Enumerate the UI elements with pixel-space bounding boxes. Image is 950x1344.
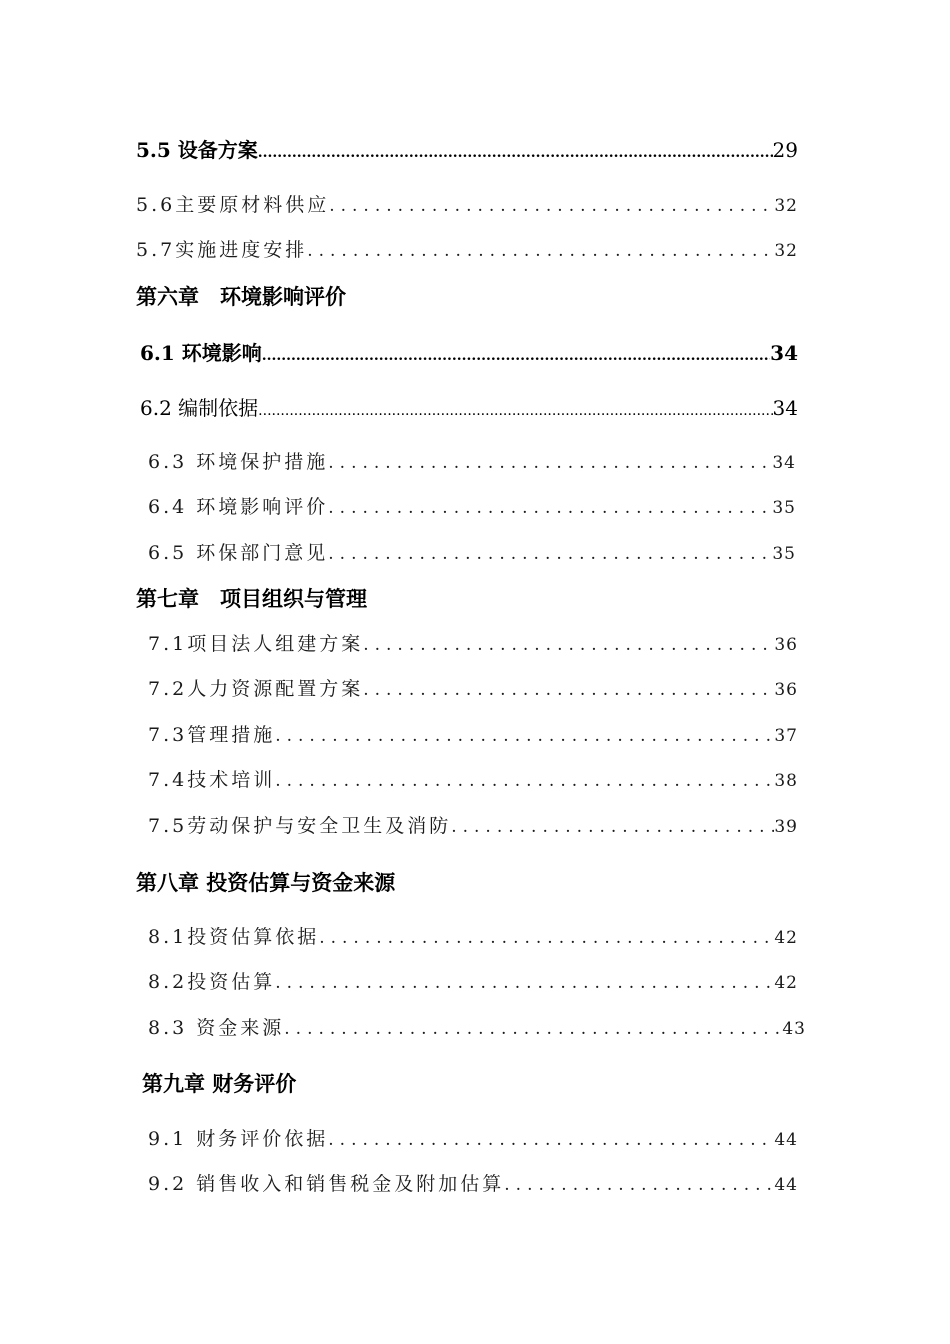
dot-leader — [284, 1019, 782, 1039]
dot-leader — [319, 928, 774, 948]
toc-entry[interactable] — [148, 811, 798, 838]
toc-entry[interactable] — [148, 720, 798, 747]
dot-leader — [275, 726, 774, 746]
toc-entry-page: 38 — [774, 771, 798, 791]
toc-entry-page: 43 — [782, 1019, 806, 1039]
toc-entry[interactable] — [136, 134, 798, 163]
toc-entry[interactable] — [148, 765, 798, 792]
toc-entry-label: 8.1投资估算依据 — [148, 926, 320, 948]
toc-entry-label: 6.3 环境保护措施 — [148, 451, 329, 473]
toc-entry-page: 34 — [772, 453, 796, 473]
toc-entry-page: 29 — [772, 138, 798, 162]
dot-leader — [328, 1130, 774, 1150]
toc-entry-page: 44 — [774, 1130, 798, 1150]
toc-entry-page: 39 — [774, 817, 798, 837]
toc-entry-label: 7.3管理措施 — [148, 724, 276, 746]
toc-entry-label: 6.4 环境影响评价 — [148, 496, 329, 518]
chapter-heading[interactable]: 第九章 财务评价 — [142, 1071, 297, 1096]
toc-entry-label: 6.2 编制依据 — [140, 396, 259, 420]
toc-entry-page: 32 — [774, 196, 798, 216]
dot-leader — [328, 453, 772, 473]
dot-leader — [328, 498, 772, 518]
toc-entry[interactable] — [148, 492, 796, 519]
dot-leader — [451, 817, 774, 837]
dot-leader — [258, 145, 773, 161]
toc-entry[interactable] — [148, 967, 798, 994]
toc-entry[interactable] — [148, 447, 796, 474]
toc-entry[interactable] — [148, 1169, 798, 1196]
toc-entry-page: 32 — [774, 241, 798, 261]
toc-entry[interactable] — [148, 1013, 806, 1040]
chapter-heading[interactable]: 第八章 投资估算与资金来源 — [136, 870, 396, 895]
toc-entry-label: 9.2 销售收入和销售税金及附加估算 — [148, 1173, 505, 1195]
dot-leader — [258, 403, 772, 419]
toc-entry-page: 37 — [774, 726, 798, 746]
toc-entry-label: 5.5 设备方案 — [136, 138, 258, 162]
toc-entry-label: 8.3 资金来源 — [148, 1017, 285, 1039]
toc-entry[interactable] — [148, 922, 798, 949]
dot-leader — [329, 196, 774, 216]
chapter-heading[interactable]: 第七章 项目组织与管理 — [136, 586, 367, 611]
dot-leader — [328, 544, 772, 564]
toc-entry-page: 44 — [774, 1175, 798, 1195]
toc-entry-label: 6.5 环保部门意见 — [148, 542, 329, 564]
toc-entry-label: 5.7实施进度安排 — [136, 239, 308, 261]
toc-entry[interactable] — [136, 190, 798, 217]
toc-entry[interactable] — [148, 1124, 798, 1151]
toc-entry-page: 42 — [774, 973, 798, 993]
toc-entry-page: 35 — [772, 498, 796, 518]
dot-leader — [363, 680, 774, 700]
toc-entry-page: 36 — [774, 680, 798, 700]
toc-entry-page: 34 — [770, 341, 798, 365]
toc-entry[interactable] — [148, 674, 798, 701]
toc-entry[interactable] — [136, 235, 798, 262]
toc-entry[interactable] — [148, 629, 798, 656]
toc-entry-page: 34 — [772, 396, 798, 420]
toc-entry-label: 7.4技术培训 — [148, 769, 276, 791]
dot-leader — [275, 771, 774, 791]
toc-entry-page: 42 — [774, 928, 798, 948]
dot-leader — [504, 1175, 774, 1195]
toc-entry-label: 9.1 财务评价依据 — [148, 1128, 329, 1150]
dot-leader — [275, 973, 774, 993]
toc-entry[interactable] — [140, 392, 798, 421]
dot-leader — [363, 635, 774, 655]
toc-entry-label: 5.6主要原材料供应 — [136, 194, 330, 216]
toc-entry-label: 8.2投资估算 — [148, 971, 276, 993]
toc-entry-label: 6.1 环境影响 — [140, 341, 262, 365]
toc-entry[interactable] — [140, 337, 798, 366]
toc-entry[interactable] — [148, 538, 796, 565]
chapter-heading[interactable]: 第六章 环境影响评价 — [136, 284, 346, 309]
toc-entry-page: 35 — [772, 544, 796, 564]
toc-entry-page: 36 — [774, 635, 798, 655]
toc-entry-label: 7.2人力资源配置方案 — [148, 678, 364, 700]
toc-entry-label: 7.5劳动保护与安全卫生及消防 — [148, 815, 452, 837]
dot-leader — [307, 241, 774, 261]
dot-leader — [262, 348, 770, 364]
toc-entry-label: 7.1项目法人组建方案 — [148, 633, 364, 655]
